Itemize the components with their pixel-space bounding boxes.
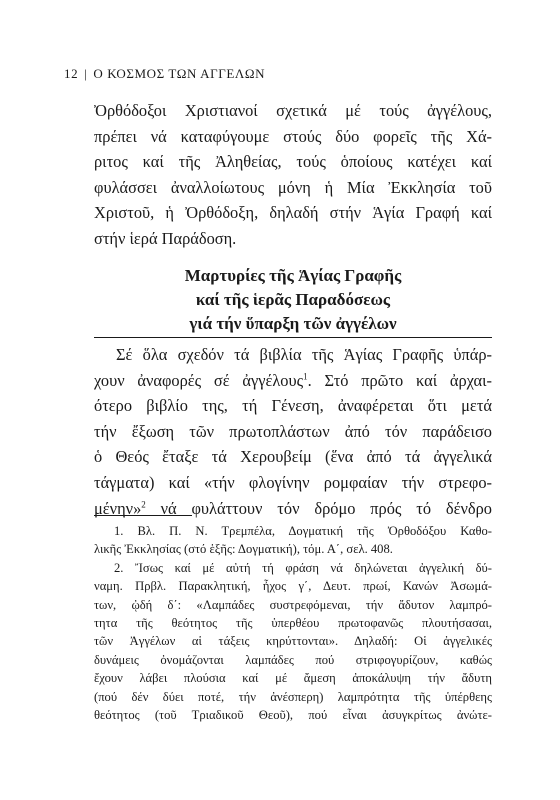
text-line: ριτος καί τῆς Ἀληθείας, τούς ὁποίους κατέχει καί	[94, 152, 492, 172]
text-fragment: νά φυλάττουν τόν δρόμο πρός τό δένδρο	[145, 498, 492, 518]
text-line: τάγματα) καί «τήν φλογίνην ρομφαίαν τήν στρεφο-	[94, 472, 492, 492]
running-header	[64, 66, 265, 82]
footnote-line: 2. Ἴσως καί μέ αὐτή τή φράση νά δηλώνεται ἀγγελική δύ-	[114, 560, 492, 575]
text-fragment: . Στό πρῶτο καί ἀρχαι-	[307, 370, 492, 390]
text-line: στήν ἱερά Παράδοση.	[94, 228, 237, 248]
text-line: ὁ Θεός ἔταξε τά Χερουβείμ (ἕνα ἀπό τά ἀγγελικά	[94, 447, 492, 467]
running-title: Ο ΚΟΣΜΟΣ ΤΩΝ ΑΓΓΕΛΩΝ	[93, 66, 266, 81]
text-fragment: μένην»	[94, 498, 142, 518]
text-line: φυλάσσει ἀναλλοίωτους μόνη ἡ Μία Ἐκκλησία τοῦ	[94, 177, 492, 197]
heading-line: καί τῆς ἱερᾶς Παραδόσεως	[195, 290, 391, 309]
footnote-ref-1: 1	[303, 371, 308, 382]
intro-paragraph	[94, 98, 492, 252]
page-number: 12	[64, 66, 79, 81]
text-line: Ὀρθόδοξοι Χριστιανοί σχετικά μέ τούς ἀγγέλους,	[94, 101, 492, 120]
text-line: Χριστοῦ, ἡ Ὀρθόδοξη, δηλαδή στήν Ἁγία Γραφή καί	[94, 203, 492, 223]
section-heading	[94, 264, 492, 336]
text-line	[94, 368, 492, 394]
footnote-line: ναμη. Πρβλ. Παρακλητική, ἦχος γ΄, Δευτ. πρωί, Κανών Ἀσωμά-	[94, 579, 492, 594]
heading-line: Μαρτυρίες τῆς Ἁγίας Γραφῆς	[184, 266, 402, 285]
footnote-line: τῶν Ἀγγέλων αἱ τάξεις κηρύττονται». Δηλαδή: Οἱ ἀγγελικές	[94, 634, 492, 649]
header-separator: |	[84, 66, 88, 81]
footnote-line: (πού δέν δύει ποτέ, τήν ἀνέσπερη) λαμπρότητα τῆς ὑπέρθεης	[94, 689, 492, 704]
text-line: πρέπει νά καταφύγουμε στούς δύο φορεῖς τῆς Χά-	[94, 126, 492, 146]
footnote-line: τητα τῆς θεότητος τῆς ὑπερθέου πρωτοφανῶς πλουτήσασαι,	[94, 615, 492, 630]
heading-underline	[94, 337, 492, 338]
text-line: τήν ἔξωση τῶν πρωτοπλάστων ἀπό τόν παράδεισο	[94, 421, 492, 441]
footnote-rule	[94, 515, 192, 516]
heading-line: γιά τήν ὕπαρξη τῶν ἀγγέλων	[189, 314, 397, 333]
text-line: ότερο βιβλίο της, τή Γένεση, ἀναφέρεται ὅτι μετά	[94, 396, 492, 416]
footnote-line: ἔχουν λάβει πλούσια καί μέ ἄμεση ἀποκάλυψη τήν ἄδυτη	[94, 671, 492, 686]
section-paragraph	[94, 342, 492, 521]
text-fragment: χουν ἀναφορές σέ ἀγγέλους	[94, 370, 304, 390]
footnotes	[94, 522, 492, 724]
footnote-line: 1. Βλ. Π. Ν. Τρεμπέλα, Δογματική τῆς Ὀρθοδόξου Καθο-	[114, 524, 492, 538]
text-line	[94, 496, 492, 522]
footnote-line: των, ᾠδή δ΄: «Λαμπάδες συστρεφόμεναι, τήν ἄδυτον λαμπρό-	[94, 597, 492, 612]
footnote-ref-2: 2	[141, 499, 146, 510]
text-line: Σέ ὅλα σχεδόν τά βιβλία τῆς Ἁγίας Γραφῆς ὑπάρ-	[116, 345, 492, 364]
footnote-line: λικῆς Ἐκκλησίας (στό ἑξῆς: Δογματική), τόμ. Α΄, σελ. 408.	[94, 542, 393, 557]
footnote-line: δυνάμεις ὀνομάζονται λαμπάδες πού στριφογυρίζουν, καθώς	[94, 652, 492, 667]
footnote-line: θεότητος (τοῦ Τριαδικοῦ Θεοῦ), πού εἶναι ἀσυγκρίτως ἀνώτε-	[94, 707, 492, 722]
